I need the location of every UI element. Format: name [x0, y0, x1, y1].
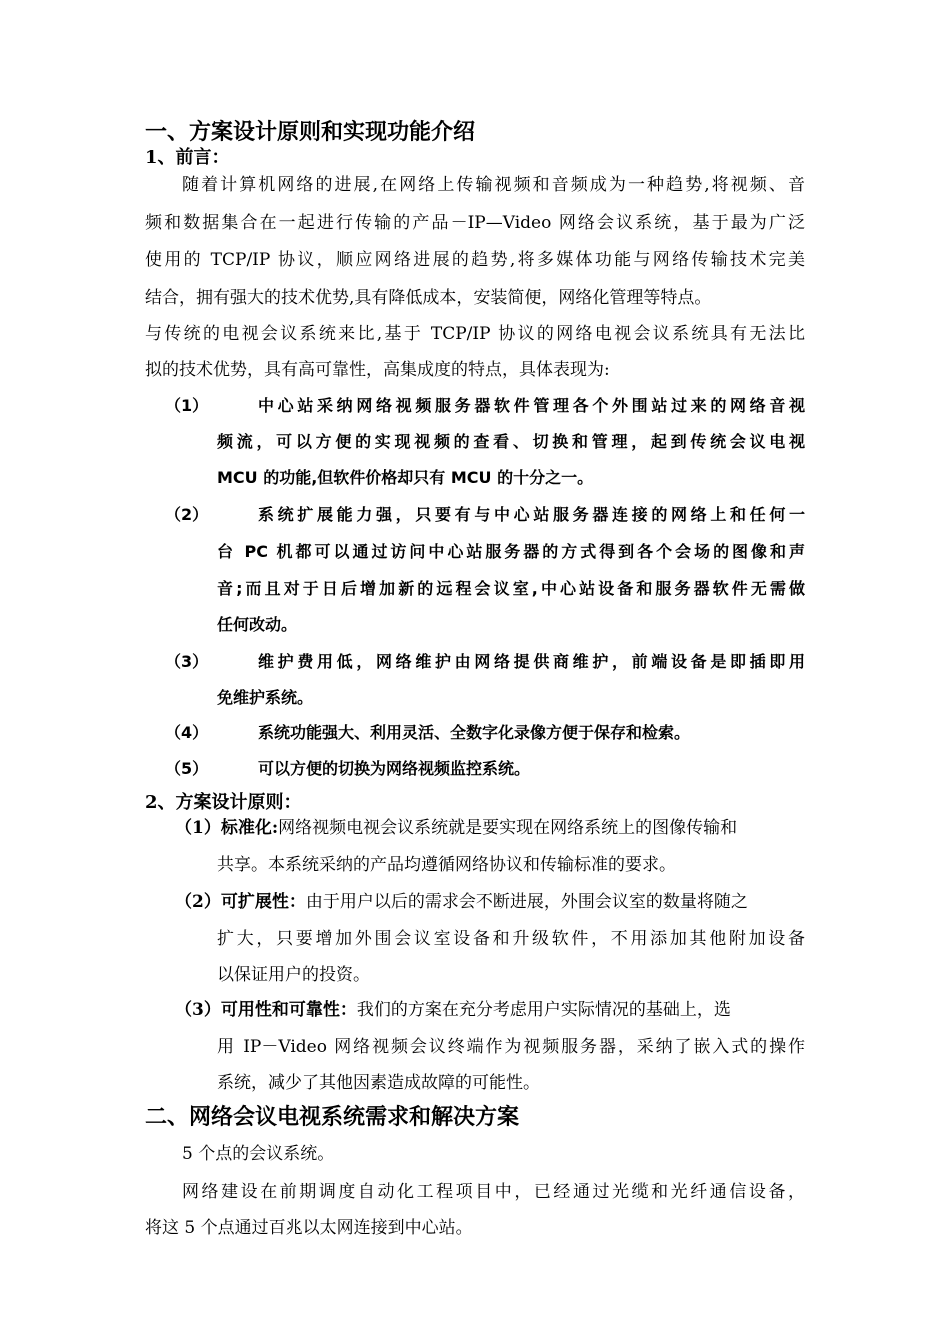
principle-2-line2: 扩大，只要增加外围会议室设备和升级软件，不用添加其他附加设备 [217, 929, 805, 949]
foreword-item-1-line2: 频流，可以方便的实现视频的查看、切换和管理，起到传统会议电视 [217, 432, 805, 451]
principles-heading: 2、方案设计原则： [145, 792, 302, 813]
foreword-item-2-line1: 系统扩展能力强，只要有与中心站服务器连接的网络上和任何一 [258, 505, 805, 524]
foreword-item-2-number: （2） [165, 505, 209, 524]
principle-3-text: 我们的方案在充分考虑用户实际情况的基础上，选 [356, 1000, 731, 1020]
principle-3-line3: 系统，减少了其他因素造成故障的可能性。 [217, 1073, 540, 1093]
principle-3-line2: 用 IP－Video 网络视频会议终端作为视频服务器，采纳了嵌入式的操作 [217, 1037, 805, 1057]
foreword-item-4-line1: 系统功能强大、利用灵活、全数字化录像方便于保存和检索。 [258, 723, 691, 742]
section-2-title: 二、网络会议电视系统需求和解决方案 [145, 1104, 520, 1130]
principle-2-text: 由于用户以后的需求会不断进展，外围会议室的数量将随之 [305, 892, 748, 912]
section-2-para2-line1: 网络建设在前期调度自动化工程项目中，已经通过光缆和光纤通信设备， [182, 1182, 805, 1202]
foreword-para1-line1: 随着计算机网络的进展,在网络上传输视频和音频成为一种趋势,将视频、音 [182, 175, 805, 195]
foreword-para1-line2: 频和数据集合在一起进行传输的产品－IP—Video 网络会议系统，基于最为广泛 [145, 213, 805, 233]
foreword-para2-line1: 与传统的电视会议系统来比,基于 TCP/IP 协议的网络电视会议系统具有无法比 [145, 324, 805, 344]
foreword-item-4-number: （4） [165, 723, 209, 742]
foreword-para2-line2: 拟的技术优势，具有高可靠性，高集成度的特点，具体表现为: [145, 360, 610, 380]
section-1-title: 一、方案设计原则和实现功能介绍 [145, 119, 476, 145]
principle-2-line3: 以保证用户的投资。 [217, 965, 370, 985]
principle-3-label: （3）可用性和可靠性： [175, 1000, 357, 1020]
principle-2-line1 [175, 890, 805, 914]
foreword-para1-line3: 使用的 TCP/IP 协议，顺应网络进展的趋势,将多媒体功能与网络传输技术完美 [145, 250, 805, 270]
foreword-item-2-line4: 任何改动。 [217, 615, 298, 634]
foreword-item-5-line1: 可以方便的切换为网络视频监控系统。 [258, 759, 531, 778]
principle-3-line1 [175, 998, 805, 1022]
principle-2-label: （2）可扩展性： [175, 892, 306, 912]
principle-1-label: （1）标准化: [175, 818, 279, 838]
foreword-item-1-line1: 中心站采纳网络视频服务器软件管理各个外围站过来的网络音视 [258, 396, 805, 415]
section-2-para2-line2: 将这 5 个点通过百兆以太网连接到中心站。 [145, 1218, 473, 1238]
foreword-item-3-number: （3） [165, 652, 209, 671]
foreword-heading: 1、前言： [145, 147, 230, 168]
foreword-para1-line4: 结合，拥有强大的技术优势,具有降低成本，安装简便，网络化管理等特点。 [145, 288, 712, 308]
foreword-item-3-line1: 维护费用低，网络维护由网络提供商维护，前端设备是即插即用 [258, 652, 805, 671]
section-2-para1: 5 个点的会议系统。 [182, 1144, 335, 1164]
foreword-item-1-number: （1） [165, 396, 209, 415]
principle-1-text: 网络视频电视会议系统就是要实现在网络系统上的图像传输和 [278, 818, 738, 838]
foreword-item-2-line3: 音;而且对于日后增加新的远程会议室,中心站设备和服务器软件无需做 [217, 579, 805, 598]
principle-1-line1 [175, 816, 805, 840]
principle-1-line2: 共享。本系统采纳的产品均遵循网络协议和传输标准的要求。 [217, 855, 676, 875]
foreword-item-1-line3: MCU 的功能,但软件价格却只有 MCU 的十分之一。 [217, 468, 594, 487]
foreword-item-5-number: （5） [165, 759, 209, 778]
foreword-item-2-line2: 台 PC 机都可以通过访问中心站服务器的方式得到各个会场的图像和声 [217, 542, 805, 561]
foreword-item-3-line2: 免维护系统。 [217, 688, 314, 707]
